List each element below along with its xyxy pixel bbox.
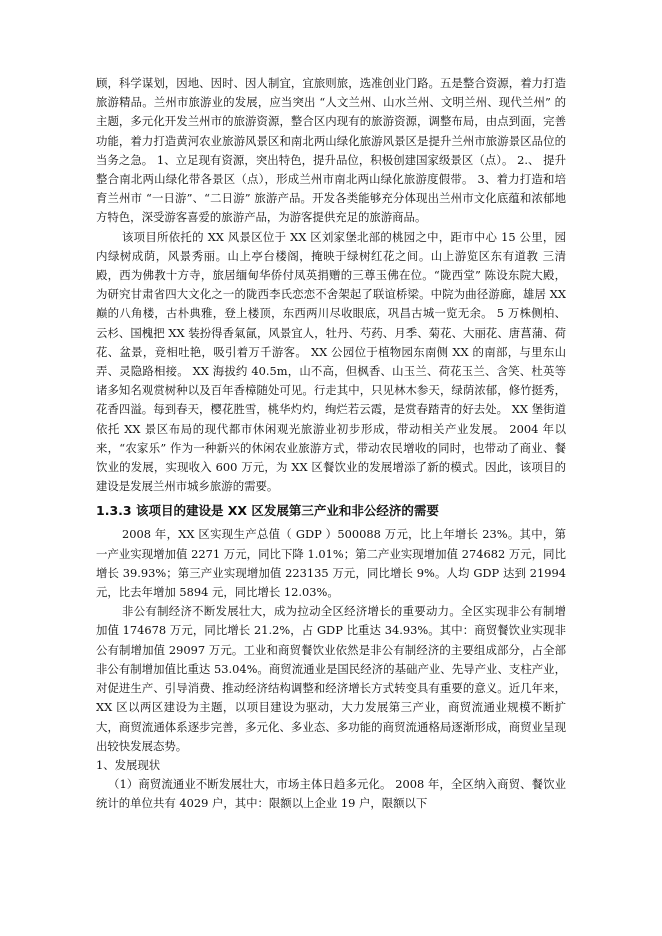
document-page [96, 74, 566, 814]
list-item-1: （1）商贸流通业不断发展壮大，市场主体日趋多元化。 2008 年，全区纳入商贸、餐饮业统计的单位共有 4029 户，其中：限额以上企业 19 户，限额以下 [96, 777, 566, 811]
gdp-paragraph: 2008 年，XX 区实现生产总值（ GDP ）500088 万元，比上年增长 23%。其中，第一产业实现增加值 2271 万元，同比下降 1.01%；第二产业实现增加值 274682 万元，同比增长 39.93%；第三产业实现增加值 223135 万元，同比增长 9%。人均 GDP 达到 21994 元，比去年增加 5894 元，同比增长 12.03%。 [96, 527, 566, 600]
section-heading: 1.3.3 该项目的建设是 XX 区发展第三产业和非公经济的需要 [96, 503, 439, 519]
subheading-development-status: 1、发展现状 [96, 757, 161, 772]
intro-paragraph-1: 顾，科学谋划，因地、因时、因人制宜，宜旅则旅，选准创业门路。五是整合资源，着力打造旅游精品。兰州市旅游业的发展，应当突出 “人文兰州、山水兰州、文明兰州、现代兰州” 的主题，多元化开发兰州市的旅游资源，整合区内现有的旅游资源，调整布局，由点到面，完善功能，着力打造黄河农业旅游风景区和南北两山绿化旅游风景区是提升兰州市旅游景区品位的当务之急。 1、立足现有资源，突出特色，提升品位，积极创建国家级景区（点）。 2.、 提升整合南北两山绿化带各景区（点），形成兰州市南北两山绿化旅游度假带。 3、着力打造和培育兰州市 “一日游”、“二日游” 旅游产品。开发各类能够充分体现出兰州市文化底蕴和浓郁地方特色，深受游客喜爱的旅游产品，为游客提供充足的旅游商品。 [96, 76, 566, 225]
intro-paragraph-2: 该项目所依托的 XX 风景区位于 XX 区刘家堡北部的桃园之中，距市中心 15 公里，园内绿树成荫，风景秀丽。山上亭台楼阁，掩映于绿树红花之间。山上游览区东有道教 三清殿，西为佛教十方寺，旅居缅甸华侨付凤英捐赠的三尊玉佛在位。“陇西堂” 陈设东院大殿，为研究甘肃省四大文化之一的陇西李氏恋恋不舍架起了联谊桥梁。中院为曲径游廊，雄居 XX 巅的八角楼，古朴典雅，登上楼顶，东西两川尽收眼底，巩昌古城一览无余。 5 万株侧柏、云杉、国槐把 XX 装扮得香氣氤，风景宜人，牡丹、芍药、月季、菊花、大丽花、唐菖蒲、荷花、盆景，竞相吐艳，吸引着万千游客。 XX 公园位于植物园东南侧 XX 的南部，与里东山弄、灵隐路相接。 XX 海拔约 40.5m，山不高，但枫香、山玉兰、荷花玉兰、含笑、杜英等诸多知名观赏树种以及百年香樟随处可见。行走其中，只见林木参天，绿荫浓郁，修竹挺秀，花香四溢。每到春天，樱花胜雪，桃华灼灼，绚烂若云霞，是赏春踏青的好去处。 XX 堡街道依托 XX 景区布局的现代都市休闲观光旅游业初步形成，带动相关产业发展。 2004 年以来，“农家乐” 作为一种新兴的休闲农业旅游方式，带动农民增收的同时，也带动了商业、餐饮业的发展，实现收入 600 万元，为 XX 区餐饮业的发展增添了新的模式。因此，该项目的建设是发展兰州市城乡旅游的需要。 [96, 229, 566, 494]
non-public-economy-paragraph: 非公有制经济不断发展壮大，成为拉动全区经济增长的重要动力。全区实现非公有制增加值 174678 万元，同比增长 21.2%，占 GDP 比重达 34.93%。其中：商贸餐饮业实现非公有制增加值 29097 万元。工业和商贸餐饮业依然是非公有制经济的主要组成部分，占全部非公有制增加值比重达 53.04%。商贸流通业是国民经济的基础产业、先导产业、支柱产业，对促进生产、引导消费、推动经济结构调整和经济增长方式转变具有重要的意义。近几年来， XX 区以两区建设为主题，以项目建设为驱动，大力发展第三产业，商贸流通业规模不断扩大，商贸流通体系逐步完善，多元化、多业态、多功能的商贸流通格局逐渐形成，商贸业呈现出较快发展态势。 [96, 604, 566, 753]
